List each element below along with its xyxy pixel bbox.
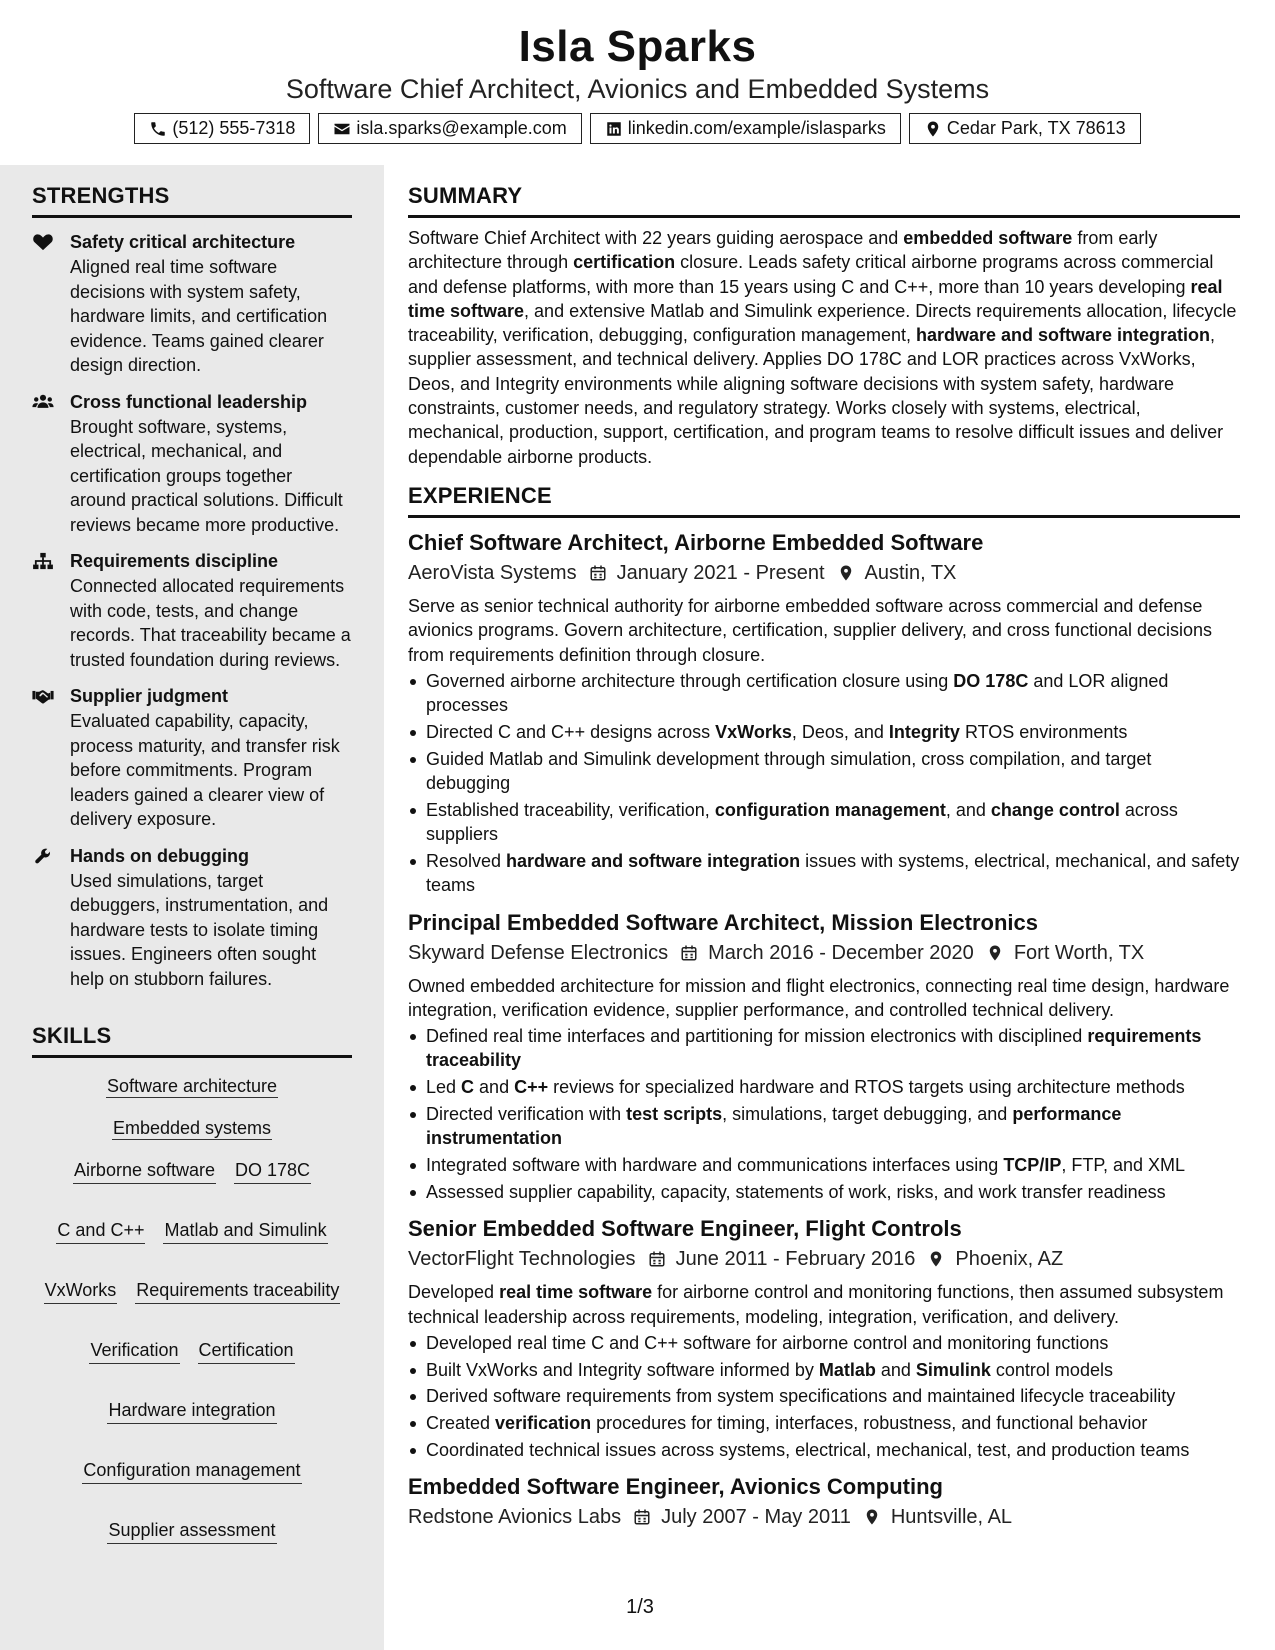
experience-section	[408, 483, 1240, 1532]
job-location: Fort Worth, TX	[1013, 941, 1145, 964]
skill-row	[36, 1116, 348, 1141]
strength-description: Connected allocated requirements with code, tests, and change records. That traceability became a trusted foundation during reviews.	[70, 576, 351, 670]
job-bullet: Directed C and C++ designs across VxWorks, Deos, and Integrity RTOS environments	[408, 720, 1240, 744]
job-dates: March 2016 - December 2020	[708, 941, 974, 964]
job-bullet: Created verification procedures for timing, interfaces, robustness, and functional behavior	[408, 1411, 1240, 1435]
strength-title: Supplier judgment	[70, 686, 229, 706]
location-pin-icon	[924, 120, 942, 138]
emphasis-text: hardware and software integration	[915, 325, 1211, 346]
summary-text: Software Chief Architect with 22 years guiding aerospace and embedded software from early architecture through certification closure. Leads safety critical airborne programs across commercial and defense platforms, with more than 15 years using C and C++, more than 10 years developing real time software, and extensive Matlab and Simulink experience. Directs requirements allocation, lifecycle traceability, verification, debugging, configuration management, hardware and software integration, supplier assessment, and technical delivery. Applies DO 178C and LOR practices across VxWorks, Deos, and Integrity environments while aligning software decisions with system safety, hardware constraints, customer needs, and regulatory strategy. Works closely with systems, electrical, mechanical, production, support, certification, and program teams to resolve difficult issues and deliver dependable airborne products.	[408, 228, 1237, 467]
calendar-icon	[633, 1508, 651, 1526]
job-bullet: Coordinated technical issues across systems, electrical, mechanical, test, and production teams	[408, 1438, 1240, 1462]
candidate-name: Isla Sparks	[518, 22, 757, 71]
job-entry	[408, 1472, 1240, 1532]
skill-tag: Hardware integration	[107, 1398, 276, 1424]
contact-linkedin-text: linkedin.com/example/islasparks	[627, 118, 886, 138]
emphasis-text: Simulink	[915, 1359, 991, 1380]
job-bullet: Resolved hardware and software integration issues with systems, electrical, mechanical, and safety teams	[408, 849, 1240, 898]
emphasis-text: requirements traceability	[426, 1026, 1202, 1071]
emphasis-text: real time software	[408, 276, 1223, 321]
skill-tag: Software architecture	[106, 1076, 278, 1096]
emphasis-text: change control	[990, 799, 1120, 820]
job-bullet: Defined real time interfaces and partitioning for mission electronics with disciplined requirements traceability	[408, 1024, 1240, 1073]
job-bullet: Guided Matlab and Simulink development through simulation, cross compilation, and target debugging	[408, 747, 1240, 796]
job-description: Serve as senior technical authority for airborne embedded software across commercial and defense avionics programs. Govern architecture, certification, supplier delivery, and cross functional decisions from requirements definition through closure.	[408, 596, 1213, 665]
job-title: Embedded Software Engineer, Avionics Computing	[408, 1474, 943, 1500]
strength-item	[32, 390, 352, 538]
job-location: Austin, TX	[864, 562, 957, 584]
strength-title: Hands on debugging	[70, 845, 249, 866]
location-pin-icon	[927, 1250, 945, 1268]
strength-item	[32, 684, 352, 832]
emphasis-text: embedded software	[903, 228, 1073, 248]
summary-heading: SUMMARY	[408, 183, 1240, 218]
job-dates: June 2011 - February 2016	[675, 1248, 916, 1271]
emphasis-text: Matlab	[818, 1359, 876, 1380]
skill-tag: Configuration management	[82, 1458, 301, 1484]
job-title: Senior Embedded Software Engineer, Flight Controls	[408, 1216, 962, 1242]
contact-phone[interactable]	[134, 113, 310, 144]
users-icon	[32, 393, 54, 411]
emphasis-text: configuration management	[714, 799, 946, 820]
job-bullets	[408, 1331, 1240, 1462]
job-bullet: Established traceability, verification, configuration management, and change control across suppliers	[408, 798, 1240, 847]
strength-title: Cross functional leadership	[70, 391, 308, 412]
skills-heading: SKILLS	[32, 1023, 352, 1058]
job-bullet: Built VxWorks and Integrity software informed by Matlab and Simulink control models	[408, 1358, 1240, 1382]
contact-location[interactable]	[909, 113, 1141, 144]
skill-tag: VxWorks	[44, 1278, 118, 1304]
skill-tag: Verification	[89, 1338, 179, 1364]
job-bullet: Governed airborne architecture through certification closure using DO 178C and LOR aligned processes	[408, 669, 1240, 718]
job-title: Chief Software Architect, Airborne Embedded Software	[408, 530, 984, 555]
job-dates: July 2007 - May 2011	[661, 1506, 851, 1529]
emphasis-text: real time software	[499, 1282, 653, 1303]
emphasis-text: C	[461, 1077, 475, 1098]
job-meta	[408, 1502, 1240, 1532]
emphasis-text: VxWorks	[715, 721, 792, 742]
contact-linkedin[interactable]	[590, 113, 901, 144]
emphasis-text: DO 178C	[953, 670, 1029, 691]
skill-tag: Requirements traceability	[135, 1278, 340, 1304]
strength-item	[32, 844, 352, 992]
skills-section	[32, 1023, 352, 1544]
candidate-title: Software Chief Architect, Avionics and Embedded Systems	[285, 74, 990, 104]
job-bullets	[408, 1024, 1240, 1204]
handshake-icon	[32, 687, 54, 705]
skill-tag: Matlab and Simulink	[163, 1218, 327, 1244]
emphasis-text: TCP/IP	[1003, 1155, 1062, 1176]
job-description: Developed real time software for airborne control and monitoring functions, then assumed subsystem technical leadership across requirements, modeling, integration, verification, and delivery.	[408, 1282, 1224, 1327]
strength-description: Brought software, systems, electrical, mechanical, and certification groups together around practical solutions. Difficult reviews became more productive.	[70, 416, 343, 535]
job-dates: January 2021 - Present	[616, 562, 825, 584]
job-location: Phoenix, AZ	[955, 1248, 1064, 1271]
job-title: Principal Embedded Software Architect, Mission Electronics	[408, 909, 1039, 935]
job-meta	[408, 938, 1240, 968]
experience-heading: EXPERIENCE	[408, 483, 1240, 518]
strength-title: Safety critical architecture	[70, 232, 296, 252]
skills-list	[32, 1074, 352, 1544]
job-bullet: Directed verification with test scripts, simulations, target debugging, and performance instrumentation	[408, 1102, 1240, 1151]
envelope-icon	[333, 120, 351, 138]
job-bullet: Developed real time C and C++ software for airborne control and monitoring functions	[408, 1331, 1240, 1355]
emphasis-text: C++	[514, 1077, 549, 1098]
location-pin-icon	[986, 944, 1004, 962]
job-company: VectorFlight Technologies	[408, 1248, 636, 1271]
resume-header	[0, 0, 1275, 165]
skill-tag: Airborne software	[73, 1158, 216, 1184]
emphasis-text: verification	[495, 1413, 592, 1434]
skill-row	[36, 1074, 348, 1099]
skill-tag: Certification	[198, 1338, 295, 1364]
job-company: Redstone Avionics Labs	[408, 1506, 622, 1529]
strength-item	[32, 230, 352, 378]
location-pin-icon	[863, 1508, 881, 1526]
calendar-icon	[648, 1250, 666, 1268]
job-bullet: Derived software requirements from system specifications and maintained lifecycle traceability	[408, 1384, 1240, 1408]
linkedin-icon	[605, 120, 623, 138]
emphasis-text: Integrity	[888, 721, 960, 742]
job-entry	[408, 908, 1240, 1205]
job-description: Owned embedded architecture for mission and flight electronics, connecting real time design, hardware integration, verification evidence, supplier performance, and controlled technical delivery.	[408, 975, 1230, 1020]
job-entry	[408, 1214, 1240, 1462]
calendar-icon	[589, 564, 607, 582]
skill-tag: DO 178C	[234, 1158, 311, 1184]
main-content	[384, 165, 1275, 1650]
page-number: 1/3	[626, 1596, 654, 1618]
job-bullet: Integrated software with hardware and communications interfaces using TCP/IP, FTP, and XML	[408, 1153, 1240, 1177]
job-list	[408, 528, 1240, 1532]
sitemap-icon	[32, 552, 54, 570]
wrench-icon	[32, 847, 54, 865]
contact-email-text: isla.sparks@example.com	[356, 118, 567, 138]
job-location: Huntsville, AL	[890, 1506, 1013, 1529]
contact-bar	[0, 113, 1275, 144]
job-bullet: Assessed supplier capability, capacity, statements of work, risks, and work transfer readiness	[408, 1180, 1240, 1204]
contact-location-text: Cedar Park, TX 78613	[946, 118, 1126, 138]
emphasis-text: performance instrumentation	[426, 1104, 1122, 1149]
skill-tag: C and C++	[56, 1218, 145, 1244]
phone-icon	[149, 120, 167, 138]
strengths-section	[32, 183, 352, 991]
job-bullet: Led C and C++ reviews for specialized hardware and RTOS targets using architecture methods	[408, 1075, 1240, 1099]
location-pin-icon	[837, 564, 855, 582]
contact-phone-text: (512) 555-7318	[172, 118, 296, 138]
emphasis-text: test scripts	[626, 1104, 723, 1125]
job-meta	[408, 558, 1240, 588]
strength-description: Evaluated capability, capacity, process maturity, and transfer risk before commitments. Program leaders gained a clearer view of delivery exposure.	[70, 711, 340, 829]
sidebar	[0, 165, 384, 1650]
skill-tag: Embedded systems	[112, 1118, 272, 1138]
strength-title: Requirements discipline	[70, 551, 279, 571]
contact-email[interactable]	[318, 113, 581, 144]
emphasis-text: hardware and software integration	[506, 850, 801, 871]
emphasis-text: certification	[573, 252, 676, 273]
job-meta	[408, 1244, 1240, 1274]
job-company: Skyward Defense Electronics	[408, 941, 669, 964]
job-entry	[408, 528, 1240, 898]
job-bullets	[408, 669, 1240, 898]
job-company: AeroVista Systems	[408, 562, 577, 584]
strength-description: Aligned real time software decisions with system safety, hardware limits, and certification evidence. Teams gained clearer design direction.	[70, 257, 328, 375]
strengths-heading: STRENGTHS	[32, 183, 352, 218]
calendar-icon	[680, 944, 698, 962]
skill-tag: Supplier assessment	[107, 1518, 276, 1544]
heart-icon	[32, 233, 54, 251]
summary-section	[408, 183, 1240, 469]
strength-description: Used simulations, target debuggers, instrumentation, and hardware tests to isolate timing issues. Engineers often sought help on stubborn failures.	[70, 870, 329, 989]
strength-item	[32, 549, 352, 672]
